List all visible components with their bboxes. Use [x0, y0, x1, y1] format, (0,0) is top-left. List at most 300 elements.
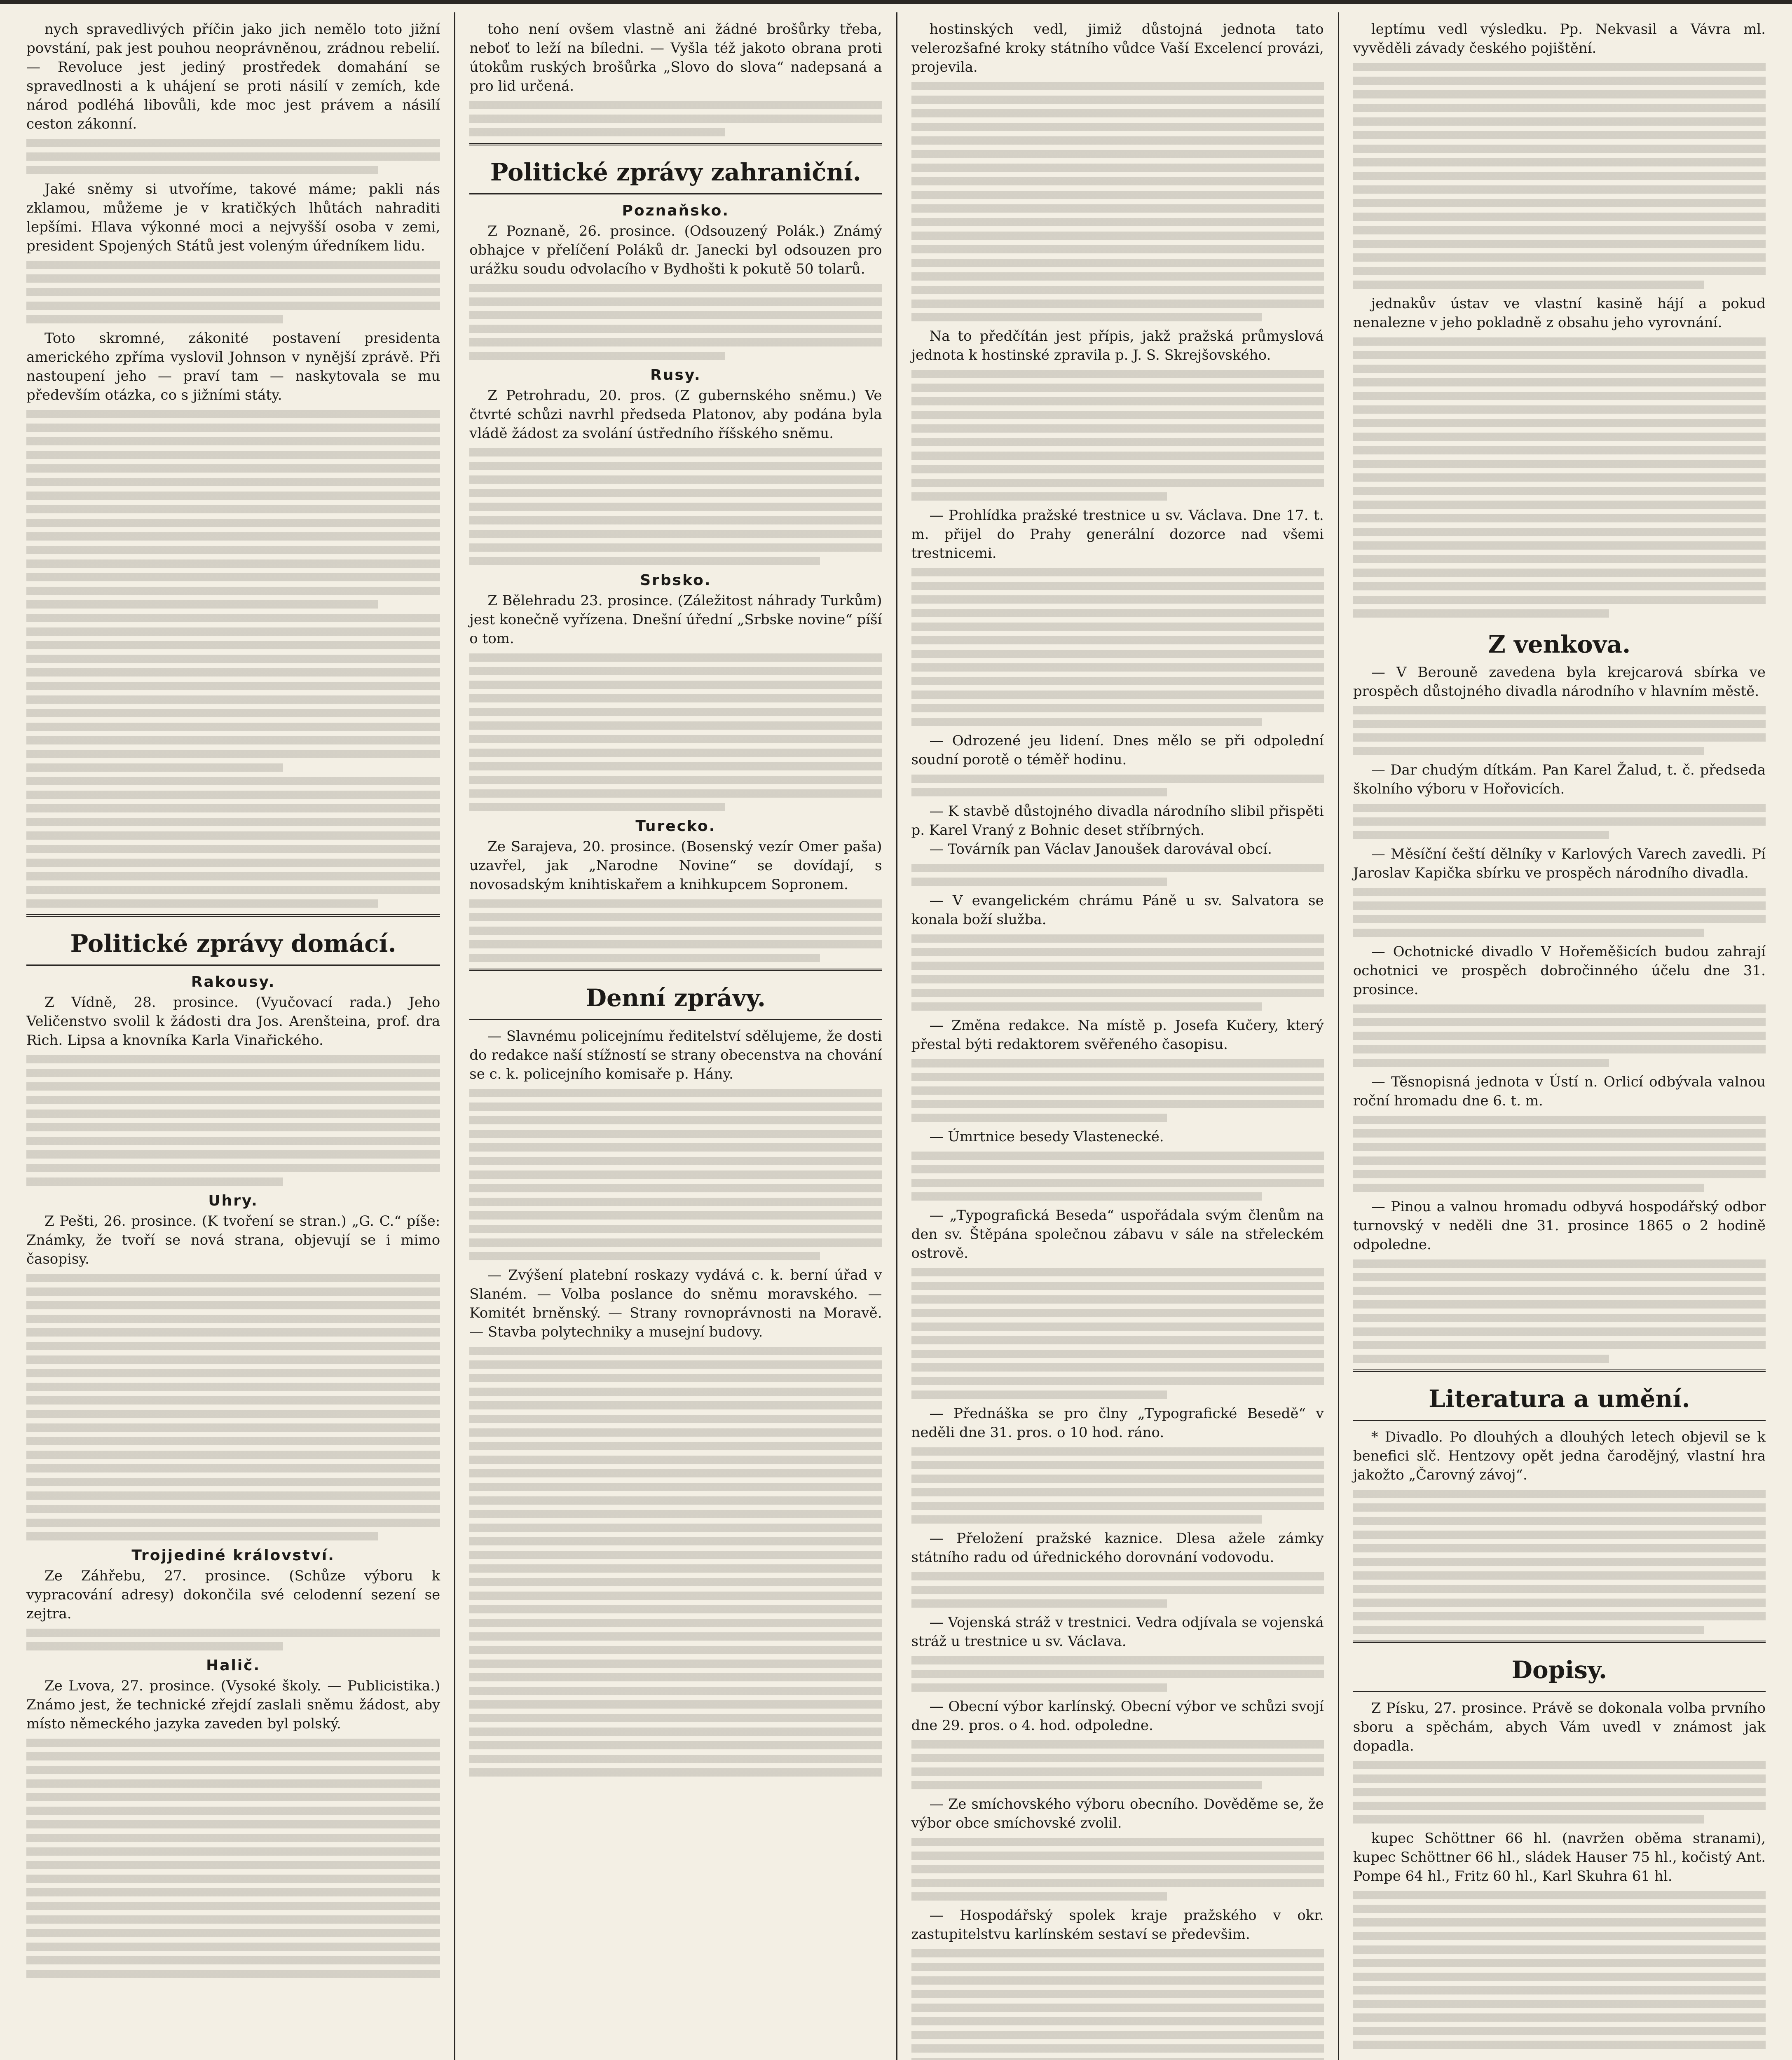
text-line-placeholder [911, 1100, 1324, 1108]
text-line-placeholder [911, 1599, 1167, 1608]
text-line-placeholder [911, 623, 1324, 631]
srbsko-lead: Z Bělehradu 23. prosince. (Záležitost náhrady Turkům) jest konečně vyřízena. Dnešní úřední „Srbske novine“ píší o tom. [469, 592, 882, 647]
text-line-placeholder [469, 1428, 882, 1437]
text-line-placeholder [469, 913, 882, 921]
text-line-placeholder [1353, 1327, 1766, 1336]
text-line-placeholder [911, 1767, 1324, 1776]
text-line-placeholder [26, 1451, 440, 1459]
text-line-placeholder [1353, 77, 1766, 85]
text-line-placeholder [26, 641, 440, 649]
news-prohlidka: — Prohlídka pražské trestnice u sv. Václava. Dne 17. t. m. přijel do Prahy generální dozorce nad všemi trestnicemi. [911, 507, 1324, 562]
text-line-placeholder [26, 1766, 440, 1774]
dopisy-lead: Z Písku, 27. prosince. Právě se dokonala volba prvního sboru a spěchám, abych Vám uvedl v známost jak dopadla. [1353, 1700, 1766, 1754]
text-line-placeholder [911, 1282, 1324, 1290]
text-line-placeholder [1353, 104, 1766, 112]
text-line-placeholder [911, 2004, 1324, 2012]
section-divider [469, 193, 882, 194]
text-line-placeholder [911, 1192, 1262, 1201]
text-line-placeholder [469, 1103, 882, 1111]
text-line-placeholder [911, 1377, 1324, 1385]
text-line-placeholder [469, 762, 882, 770]
text-line-placeholder [469, 1660, 882, 1668]
text-line-placeholder [911, 424, 1324, 433]
text-line-placeholder [26, 1834, 440, 1842]
text-line-placeholder [911, 650, 1324, 658]
text-line-placeholder [911, 1838, 1324, 1846]
text-line-placeholder [469, 1211, 882, 1220]
text-line-placeholder [911, 82, 1324, 90]
column-1 [12, 12, 454, 2060]
text-line-placeholder [26, 1888, 440, 1896]
text-line-placeholder [469, 1483, 882, 1491]
text-line-placeholder [1353, 145, 1766, 153]
text-line-placeholder [469, 1605, 882, 1613]
text-line-placeholder [26, 546, 440, 554]
text-line-placeholder [1353, 337, 1766, 346]
text-line-placeholder [1353, 1018, 1766, 1026]
text-line-placeholder [911, 438, 1324, 446]
text-line-placeholder [1353, 2027, 1766, 2035]
text-line-placeholder [911, 259, 1324, 267]
text-line-placeholder [911, 1683, 1167, 1692]
news-typograficka: — „Typografická Beseda“ uspořádala svým členům na den sv. Štěpána společnou zábavu v sále na střeleckém ostrově. [911, 1207, 1324, 1262]
text-line-placeholder [911, 582, 1324, 590]
text-line-placeholder [1353, 351, 1766, 359]
section-divider [1353, 1641, 1766, 1643]
text-line-placeholder [911, 232, 1324, 240]
subhead-turecko: Turecko. [635, 818, 716, 835]
text-line-placeholder [1353, 501, 1766, 509]
text-line-placeholder [911, 191, 1324, 199]
text-line-placeholder [911, 411, 1324, 419]
text-line-placeholder [26, 655, 440, 663]
text-line-placeholder [469, 1225, 882, 1233]
text-line-placeholder [911, 663, 1324, 672]
text-line-placeholder [469, 1157, 882, 1165]
rusy-lead: Z Petrohradu, 20. pros. (Z gubernského sněmu.) Ve čtvrté schůzi navrhl předseda Platonov, aby podána byla vládě žádost za svolání ústředního říšského sněmu. [469, 387, 882, 442]
text-line-placeholder [26, 804, 440, 812]
text-line-placeholder [469, 1238, 882, 1247]
text-line-placeholder [26, 261, 440, 269]
section-title-denni: Denní zprávy. [586, 984, 766, 1012]
text-line-placeholder [1353, 706, 1766, 714]
text-line-placeholder [26, 614, 440, 622]
text-line-placeholder [911, 677, 1324, 685]
text-line-placeholder [1353, 804, 1766, 812]
text-line-placeholder [469, 1673, 882, 1681]
text-line-placeholder [469, 776, 882, 784]
col4-para-2: jednakův ústav ve vlastní kasině hájí a pokud nenalezne v jeho pokladně z obsahu jeho vyrovnání. [1353, 295, 1766, 331]
text-line-placeholder [26, 587, 440, 595]
text-line-placeholder [26, 763, 283, 772]
text-line-placeholder [26, 451, 440, 459]
text-line-placeholder [26, 1355, 440, 1364]
text-line-placeholder [469, 721, 882, 730]
text-line-placeholder [911, 1447, 1324, 1456]
text-line-placeholder [469, 1469, 882, 1477]
text-line-placeholder [911, 384, 1324, 392]
text-line-placeholder [1353, 1544, 1766, 1552]
text-line-placeholder [26, 1082, 440, 1091]
text-line-placeholder [26, 1396, 440, 1405]
text-line-placeholder [1353, 1517, 1766, 1525]
text-line-placeholder [1353, 240, 1766, 248]
text-line-placeholder [26, 1423, 440, 1432]
text-line-placeholder [26, 1150, 440, 1159]
text-line-placeholder [1353, 90, 1766, 98]
text-line-placeholder [26, 1096, 440, 1104]
text-line-placeholder [26, 1464, 440, 1472]
text-line-placeholder [911, 204, 1324, 213]
text-line-placeholder [911, 962, 1324, 970]
text-line-placeholder [1353, 582, 1766, 590]
text-line-placeholder [1353, 1959, 1766, 1967]
text-line-placeholder [26, 1902, 440, 1910]
col4-opening: leptímu vedl výsledku. Pp. Nekvasil a Vávra ml. vyvěděli závady českého pojištění. [1353, 21, 1766, 56]
text-line-placeholder [26, 274, 440, 283]
text-line-placeholder [1353, 514, 1766, 522]
text-line-placeholder [469, 694, 882, 702]
text-line-placeholder [26, 437, 440, 445]
news-prednaska: — Přednáška se pro člny „Typografické Besedě“ v neděli dne 31. pros. o 10 hod. ráno. [911, 1405, 1324, 1441]
newspaper-columns [12, 12, 1780, 2060]
section-divider [26, 964, 440, 966]
text-line-placeholder [469, 1456, 882, 1464]
text-line-placeholder [911, 718, 1262, 726]
text-line-placeholder [911, 1336, 1324, 1344]
text-line-placeholder [469, 667, 882, 675]
text-line-placeholder [469, 1619, 882, 1627]
text-line-placeholder [1353, 1143, 1766, 1151]
text-line-placeholder [1353, 1156, 1766, 1165]
text-line-placeholder [26, 736, 440, 744]
text-line-placeholder [1353, 419, 1766, 427]
text-line-placeholder [26, 1807, 440, 1815]
text-line-placeholder [911, 1949, 1324, 1957]
text-line-placeholder [911, 300, 1324, 308]
text-line-placeholder [911, 1990, 1324, 1998]
text-line-placeholder [1353, 888, 1766, 896]
text-line-placeholder [26, 1779, 440, 1788]
text-line-placeholder [469, 789, 882, 798]
text-line-placeholder [469, 475, 882, 484]
literatura-divadlo: * Divadlo. Po dlouhých a dlouhých letech objevil se k benefici slč. Hentzovy opět jedna čarodějný, vlastní hra jakožto „Čarovný závoj“. [1353, 1429, 1766, 1483]
text-line-placeholder [469, 1442, 882, 1450]
text-line-placeholder [911, 1515, 1262, 1524]
text-line-placeholder [26, 1383, 440, 1391]
text-line-placeholder [469, 1347, 882, 1355]
text-line-placeholder [911, 1502, 1324, 1510]
text-line-placeholder [1353, 1032, 1766, 1040]
section-divider [1353, 1369, 1766, 1372]
column-2 [454, 12, 896, 2060]
text-line-placeholder [1353, 1788, 1766, 1796]
news-tovarnik: — Továrník pan Václav Janoušek darovával obcí. [929, 841, 1272, 857]
text-line-placeholder [911, 123, 1324, 131]
text-line-placeholder [1353, 487, 1766, 495]
text-line-placeholder [1353, 1585, 1766, 1593]
text-line-placeholder [911, 595, 1324, 604]
text-line-placeholder [26, 1137, 440, 1145]
text-line-placeholder [911, 286, 1324, 294]
text-line-placeholder [1353, 929, 1704, 937]
text-line-placeholder [469, 1687, 882, 1695]
text-line-placeholder [26, 152, 440, 161]
text-line-placeholder [469, 1252, 820, 1260]
text-line-placeholder [26, 818, 440, 826]
text-line-placeholder [26, 492, 440, 500]
text-line-placeholder [911, 479, 1324, 487]
text-line-placeholder [469, 954, 820, 962]
venkov-pinou: — Pinou a valnou hromadu odbyvá hospodářský odbor turnovský v neděli dne 31. prosince 1865 o 2 hodině odpoledne. [1353, 1199, 1766, 1253]
text-line-placeholder [26, 288, 440, 296]
text-line-placeholder [911, 1488, 1324, 1496]
text-line-placeholder [1353, 1599, 1766, 1607]
text-line-placeholder [1353, 1170, 1766, 1178]
text-line-placeholder [26, 1956, 440, 1964]
venkov-mesicni: — Měsíční čeští dělníky v Karlových Varech zavedli. Pí Jaroslav Kapička sbírku ve prospěch národního divadla. [1353, 846, 1766, 881]
text-line-placeholder [469, 1143, 882, 1152]
text-line-placeholder [911, 609, 1324, 617]
text-line-placeholder [469, 297, 882, 306]
text-line-placeholder [911, 934, 1324, 943]
section-title-dopisy: Dopisy. [1511, 1656, 1607, 1684]
text-line-placeholder [911, 2031, 1324, 2039]
text-line-placeholder [1353, 1918, 1766, 1927]
text-line-placeholder [1353, 1973, 1766, 1981]
text-line-placeholder [469, 1524, 882, 1532]
text-line-placeholder [469, 325, 882, 333]
denni-items: — Zvýšení platební roskazy vydává c. k. berní úřad v Slaném. — Volba poslance do sněmu moravského. — Komitét brněnský. — Strany rovnoprávnosti na Moravě. — Stavba polytechniky a musejní budovy. [469, 1267, 882, 1340]
text-line-placeholder [26, 845, 440, 853]
text-line-placeholder [911, 975, 1324, 983]
text-line-placeholder [26, 1491, 440, 1500]
text-line-placeholder [469, 101, 882, 109]
text-line-placeholder [26, 695, 440, 704]
news-evangelicky: — V evangelickém chrámu Páně u sv. Salvatora se konala boží služba. [911, 892, 1324, 928]
text-line-placeholder [469, 338, 882, 346]
text-line-placeholder [911, 568, 1324, 576]
text-line-placeholder [1353, 446, 1766, 454]
text-line-placeholder [26, 1861, 440, 1869]
text-line-placeholder [26, 1055, 440, 1063]
column-3 [896, 12, 1338, 2060]
section-divider [469, 143, 882, 145]
text-line-placeholder [1353, 253, 1766, 262]
text-line-placeholder [911, 218, 1324, 226]
text-line-placeholder [26, 519, 440, 527]
poznansko-lead: Z Poznaně, 26. prosince. (Odsouzený Polák.) Známý obhajce v přelíčení Poláků dr. Janecki byl odsouzen pro urážku soudu odvolacího v Bydhošti k pokutě 50 tolarů. [469, 223, 882, 277]
news-smichov: — Ze smíchovského výboru obecního. Dověděme se, že výbor obce smíchovské zvolil. [911, 1796, 1324, 1831]
text-line-placeholder [26, 723, 440, 731]
text-line-placeholder [26, 627, 440, 636]
text-line-placeholder [1353, 528, 1766, 536]
text-line-placeholder [1353, 596, 1766, 604]
text-line-placeholder [26, 410, 440, 418]
section-divider [469, 969, 882, 971]
text-line-placeholder [26, 1177, 283, 1186]
text-line-placeholder [1353, 378, 1766, 386]
text-line-placeholder [469, 1510, 882, 1518]
text-line-placeholder [911, 1152, 1324, 1160]
text-line-placeholder [911, 2017, 1324, 2025]
col2-opening: toho není ovšem vlastně ani žádné brošůrky třeba, neboť to leží na bíledni. — Vyšla též jakoto obrana proti útokům ruských brošůrka „Slovo do slova“ nadepsaná a pro lid určená. [469, 21, 882, 94]
column-4 [1338, 12, 1780, 2060]
text-line-placeholder [1353, 1341, 1766, 1349]
text-line-placeholder [911, 1363, 1324, 1372]
text-line-placeholder [1353, 365, 1766, 373]
text-line-placeholder [469, 1700, 882, 1709]
text-line-placeholder [1353, 1932, 1766, 1940]
text-line-placeholder [469, 462, 882, 470]
text-line-placeholder [469, 749, 882, 757]
text-line-placeholder [26, 886, 440, 894]
col1-para-3: Toto skromné, zákonité postavení presidenta amerického zpříma vyslovil Johnson v nynější zprávě. Při nastoupení jeho — praví tam — naskytovala se mu především otázka, co s jižními státy. [26, 330, 440, 403]
text-line-placeholder [1353, 1129, 1766, 1138]
text-line-placeholder [911, 1350, 1324, 1358]
news-hospodarsky: — Hospodářský spolek kraje pražského v okr. zastupitelstvu karlínském sestaví se předevšim. [911, 1907, 1324, 1943]
text-line-placeholder [26, 1342, 440, 1350]
col1-para-2: Jaké sněmy si utvoříme, takové máme; pakli nás zklamou, můžeme je v kratičkých lhůtách nahraditi lepšími. Hlava výkonné moci a nejvyšší osoba v zemi, president Spojených Států jest voleným úředníkem lidu. [26, 181, 440, 254]
text-line-placeholder [469, 1496, 882, 1505]
text-line-placeholder [26, 302, 440, 310]
text-line-placeholder [469, 1632, 882, 1641]
text-line-placeholder [911, 492, 1167, 501]
text-line-placeholder [469, 115, 882, 123]
text-line-placeholder [1353, 2013, 1766, 2022]
text-line-placeholder [26, 166, 378, 174]
text-line-placeholder [911, 878, 1167, 886]
text-line-placeholder [26, 1739, 440, 1747]
section-title-foreign: Politické zprávy zahraniční. [490, 158, 861, 186]
text-line-placeholder [911, 775, 1324, 783]
text-line-placeholder [1353, 1059, 1609, 1067]
text-line-placeholder [911, 636, 1324, 644]
venkov-beroun: — V Berouně zavedena byla krejcarová sbírka ve prospěch důstojného divadla národního v hlavním městě. [1353, 664, 1766, 700]
text-line-placeholder [911, 704, 1324, 712]
section-title-literatura: Literatura a umění. [1429, 1385, 1690, 1413]
text-line-placeholder [469, 516, 882, 524]
text-line-placeholder [26, 1110, 440, 1118]
text-line-placeholder [26, 1410, 440, 1418]
text-line-placeholder [1353, 1490, 1766, 1498]
text-line-placeholder [26, 139, 440, 147]
text-line-placeholder [911, 1572, 1324, 1580]
text-line-placeholder [469, 352, 725, 360]
text-line-placeholder [26, 872, 440, 880]
section-divider [1353, 1691, 1766, 1692]
text-line-placeholder [1353, 2041, 1766, 2049]
dopisy-results: kupec Schöttner 66 hl. (navržen oběma stranami), kupec Schöttner 66 hl., sládek Hauser 75 hl., kočistý Ant. Pompe 64 hl., Fritz 60 hl., Karl Skuhra 61 hl. [1353, 1830, 1766, 1884]
text-line-placeholder [469, 1564, 882, 1573]
text-line-placeholder [26, 573, 440, 581]
text-line-placeholder [911, 1059, 1324, 1067]
zahreb-lead: Ze Záhřebu, 27. prosince. (Schůze výboru k vypracování adresy) dokončila své celodenní sezení se zejtra. [26, 1568, 440, 1622]
text-line-placeholder [469, 1537, 882, 1545]
text-line-placeholder [26, 1288, 440, 1296]
text-line-placeholder [911, 948, 1324, 956]
text-line-placeholder [1353, 831, 1609, 839]
text-line-placeholder [911, 1002, 1262, 1011]
text-line-placeholder [911, 989, 1324, 997]
col3-para-2: Na to předčítán jest přípis, jakž pražská průmyslová jednota k hostinské zpravila p. J. S. Skrejšovského. [911, 328, 1324, 363]
text-line-placeholder [26, 1069, 440, 1077]
text-line-placeholder [1353, 569, 1766, 577]
text-line-placeholder [911, 1114, 1167, 1122]
text-line-placeholder [1353, 1116, 1766, 1124]
text-line-placeholder [911, 1461, 1324, 1469]
text-line-placeholder [469, 1646, 882, 1654]
text-line-placeholder [469, 284, 882, 292]
text-line-placeholder [911, 788, 1167, 796]
text-line-placeholder [26, 1943, 440, 1951]
subhead-srbsko: Srbsko. [640, 572, 712, 589]
text-line-placeholder [911, 1179, 1324, 1187]
text-line-placeholder [1353, 1571, 1766, 1580]
text-line-placeholder [1353, 555, 1766, 563]
text-line-placeholder [1353, 158, 1766, 166]
text-line-placeholder [911, 245, 1324, 253]
section-divider [469, 1019, 882, 1020]
text-line-placeholder [1353, 1184, 1704, 1192]
text-line-placeholder [469, 681, 882, 689]
text-line-placeholder [469, 1198, 882, 1206]
text-line-placeholder [469, 503, 882, 511]
text-line-placeholder [26, 1752, 440, 1760]
text-line-placeholder [911, 1268, 1324, 1276]
text-line-placeholder [26, 750, 440, 758]
text-line-placeholder [469, 1116, 882, 1124]
text-line-placeholder [911, 864, 1324, 872]
text-line-placeholder [1353, 1503, 1766, 1512]
subhead-halic: Halič. [206, 1657, 261, 1674]
text-line-placeholder [26, 1274, 440, 1282]
text-line-placeholder [26, 1532, 378, 1540]
text-line-placeholder [469, 1374, 882, 1382]
text-line-placeholder [1353, 1905, 1766, 1913]
text-line-placeholder [1353, 1761, 1766, 1769]
text-line-placeholder [911, 452, 1324, 460]
text-line-placeholder [26, 1642, 283, 1650]
text-line-placeholder [911, 1086, 1324, 1095]
text-line-placeholder [1353, 733, 1766, 742]
news-zmena: — Změna redakce. Na místě p. Josefa Kučery, který přestal býti redaktorem svěřeného časopisu. [911, 1017, 1324, 1053]
text-line-placeholder [1353, 213, 1766, 221]
text-line-placeholder [1353, 1891, 1766, 1899]
text-line-placeholder [1353, 226, 1766, 234]
text-line-placeholder [469, 1755, 882, 1763]
text-line-placeholder [469, 940, 882, 948]
text-line-placeholder [26, 532, 440, 541]
subhead-rusy: Rusy. [650, 367, 701, 384]
text-line-placeholder [26, 1328, 440, 1337]
text-line-placeholder [911, 1073, 1324, 1081]
text-line-placeholder [26, 1875, 440, 1883]
text-line-placeholder [26, 682, 440, 690]
text-line-placeholder [1353, 1287, 1766, 1295]
text-line-placeholder [1353, 1774, 1766, 1783]
text-line-placeholder [469, 1741, 882, 1749]
text-line-placeholder [1353, 199, 1766, 207]
text-line-placeholder [469, 1592, 882, 1600]
col3-opening: hostinských vedl, jimiž důstojná jednota tato velerozšafné kroky státního vůdce Vaší Excelencí provázi, projevila. [911, 21, 1324, 75]
text-line-placeholder [469, 927, 882, 935]
text-line-placeholder [911, 1754, 1324, 1762]
text-line-placeholder [911, 313, 1262, 321]
col1-opening: nych spravedlivých příčin jako jich nemělo toto jižní povstání, pak jest pouhou neoprávněnou, zrádnou rebelií. — Revoluce jest jediný prostředek domahání se spravedlnosti a k uhájení se proti násilí v zemích, kde národ podléhá libovůli, kde moc jest právem a násilí ceston zákonní. [26, 21, 440, 132]
text-line-placeholder [1353, 1273, 1766, 1281]
text-line-placeholder [1353, 1300, 1766, 1309]
